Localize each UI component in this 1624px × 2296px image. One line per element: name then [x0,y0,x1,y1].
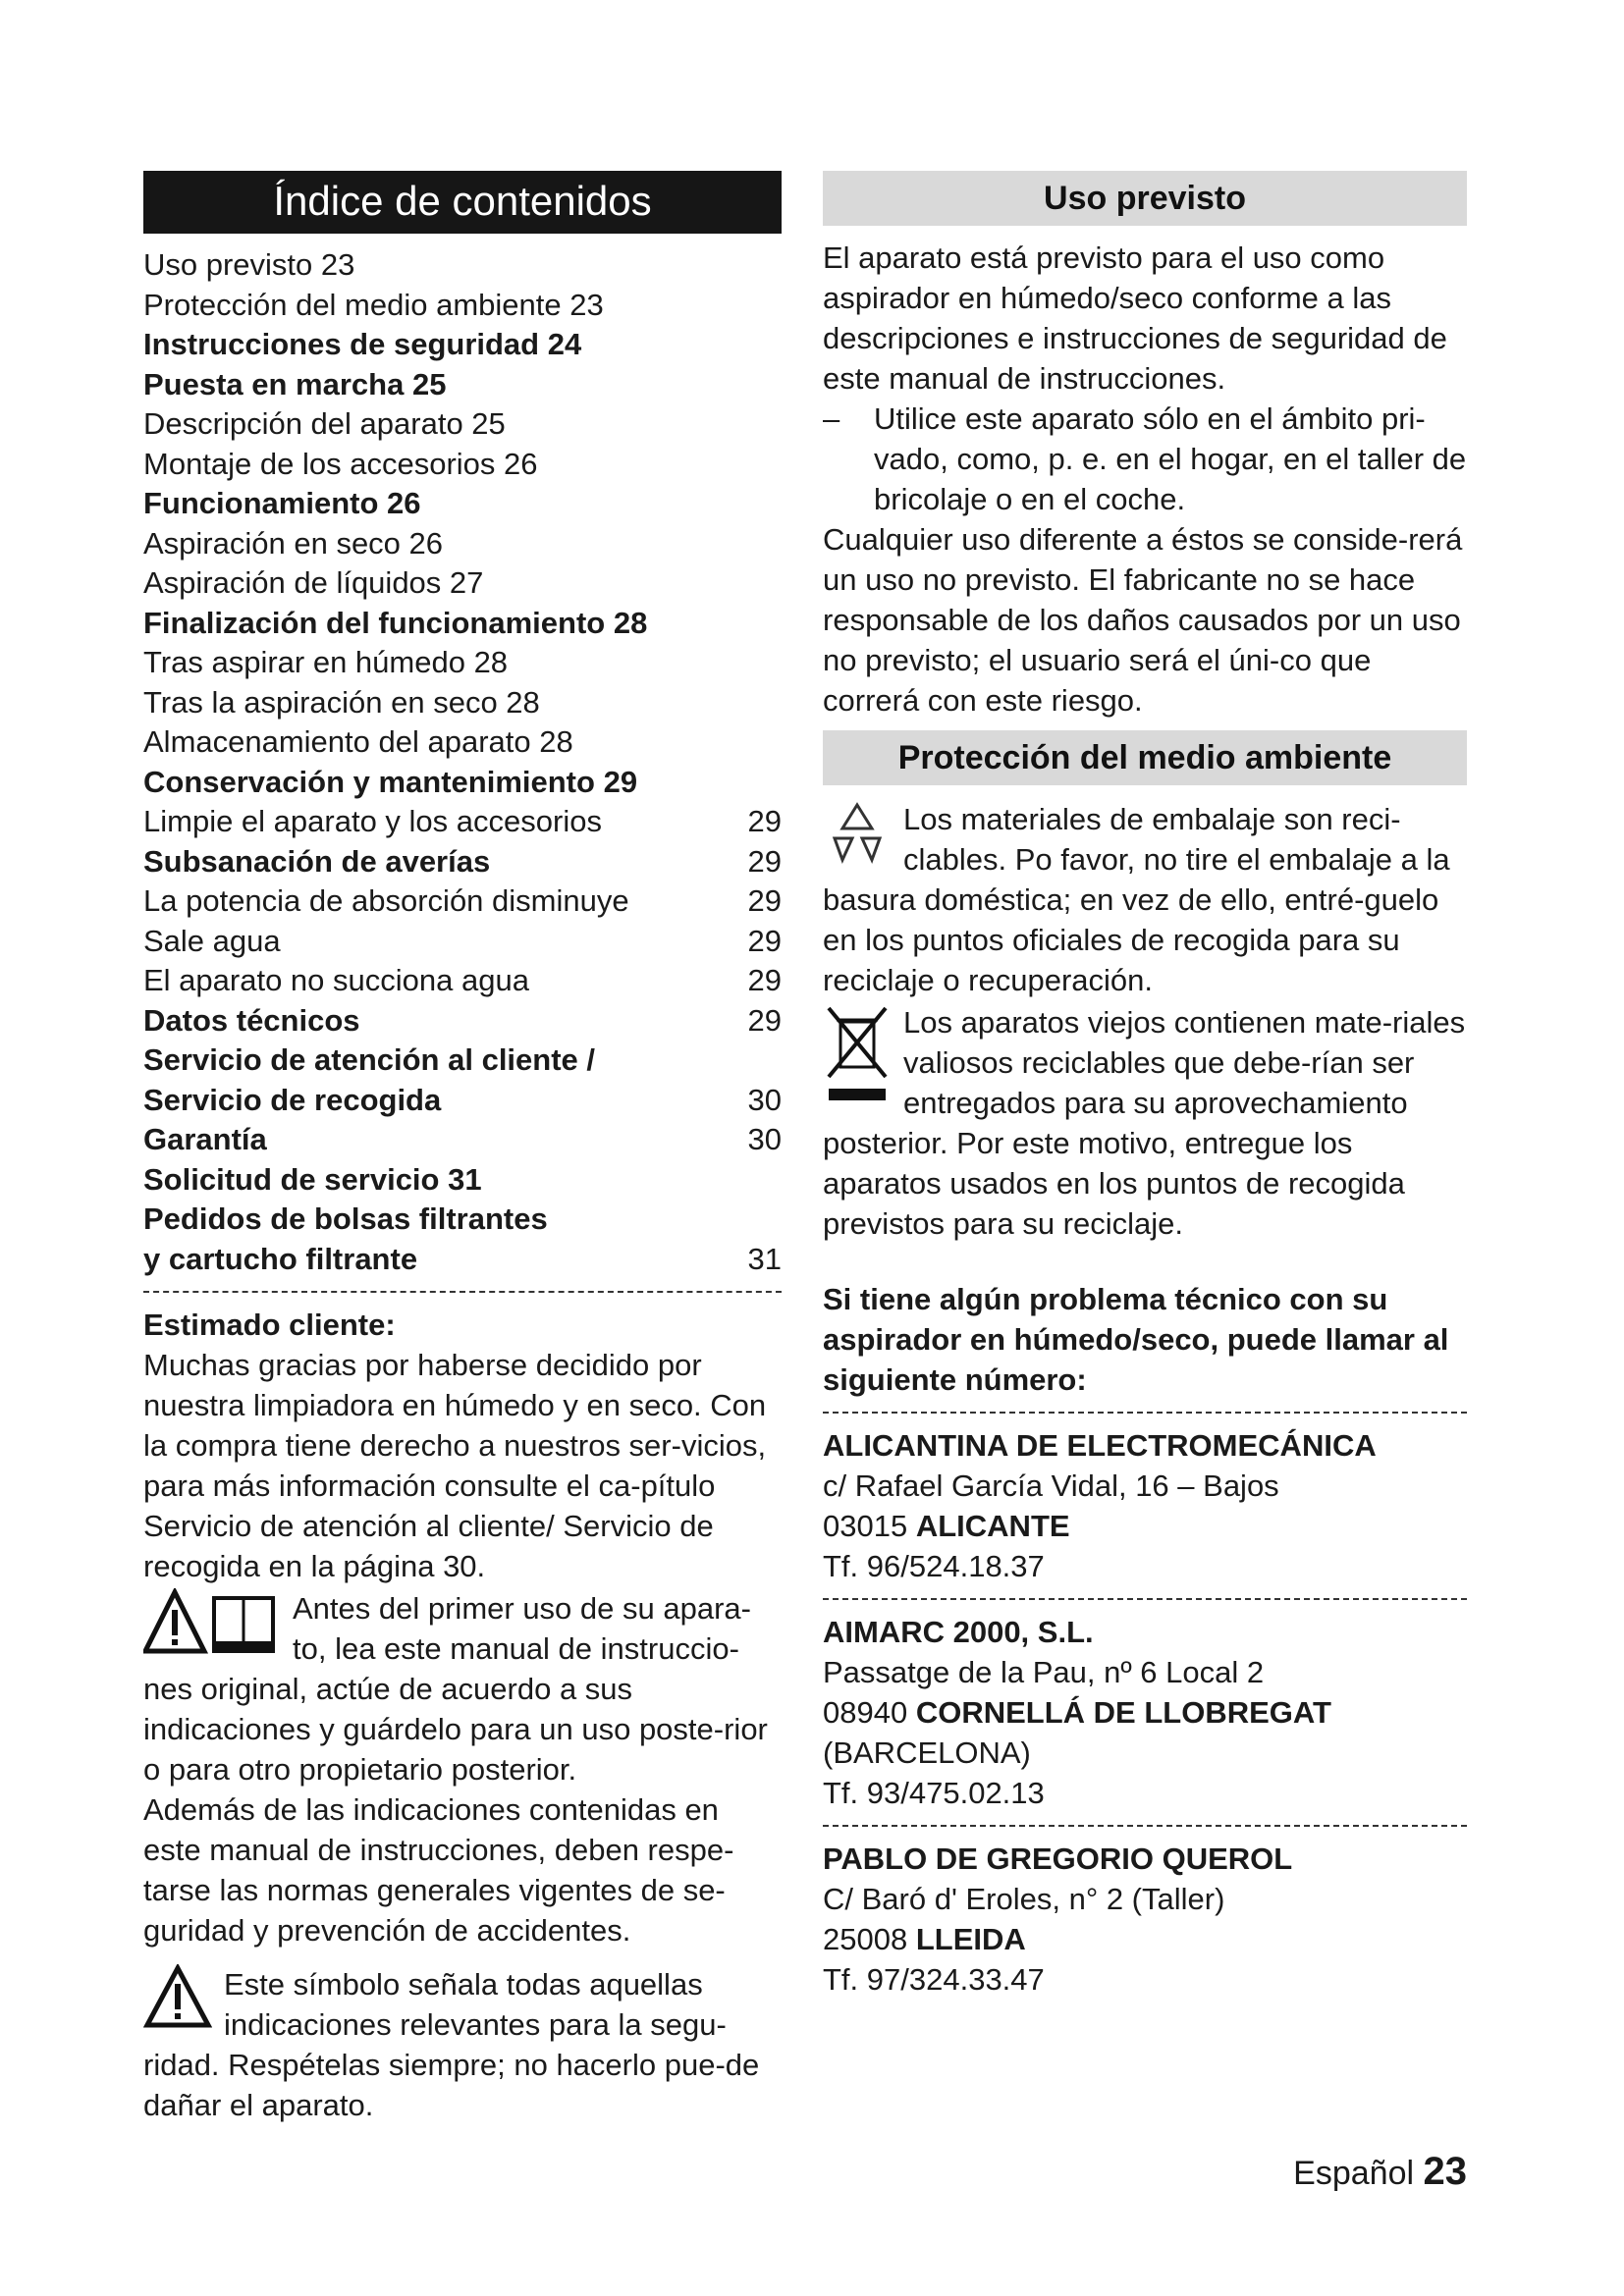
contact-address: C/ Baró d' Eroles, n° 2 (Taller) [823,1882,1225,1916]
toc-entry [143,524,782,564]
toc-entry-page [738,643,782,683]
toc-entry-page: 29 [747,923,782,958]
toc-entry-title: Tras aspirar en húmedo 28 [143,645,509,679]
toc-entry-page [738,404,782,445]
toc-entry-page: 29 [747,963,782,997]
toc-entry-page [738,722,782,763]
toc-entry [143,563,782,604]
toc-entry-title: Protección del medio ambiente 23 [143,287,604,322]
toc-entry-text [143,842,490,882]
toc-entry-title: Tras la aspiración en seco 28 [143,684,540,720]
toc-entry-text [143,1041,595,1081]
toc-entry-title: Puesta en marcha [143,366,405,401]
toc-entry [143,1041,782,1081]
contact-name: AIMARC 2000, S.L. [823,1615,1094,1649]
toc-entry-title: Almacenamiento del aparato 28 [143,724,573,759]
symbol-note [143,1964,782,2125]
toc-entry [143,842,782,882]
toc-entry [143,245,782,286]
toc-entry [143,1081,782,1121]
toc-entry-page [738,763,782,803]
toc-entry-page [738,604,782,644]
manual-note-text: Antes del primer uso de su apara-to, lea este manual de instruccio-nes original, actúe de acuerdo a sus indicaciones y guárdelo para un uso poste-rior o para otro propietario posterior. [143,1591,768,1787]
toc-entry-page: 29 [747,843,782,879]
toc-entry-inline-page: 25 [411,366,447,401]
toc-entry-text [143,881,629,922]
toc-entry [143,763,782,803]
toc-entry-title: Servicio de atención al cliente / [143,1042,596,1077]
toc-entry-inline-page: 29 [603,764,638,799]
intended-use-text: El aparato está previsto para el uso como aspirador en húmedo/seco conforme a las descripciones e instrucciones de seguridad de este manual de instrucciones. [823,240,1447,396]
toc-entry-text [143,722,573,763]
toc-entry-text [143,484,421,524]
toc-entry-text [143,286,604,326]
toc-entry-page: 30 [747,1082,782,1117]
toc-entry [143,922,782,962]
left-column [143,171,782,2125]
toc-entry-text [143,604,647,644]
toc-entry-title: Funcionamiento [143,486,379,520]
toc-entry-page: 29 [747,1002,782,1038]
toc-entry-page: 29 [747,883,782,918]
toc-entry [143,484,782,524]
toc-entry-title: Servicio de recogida [143,1082,442,1117]
contact-city: LLEIDA [915,1922,1026,1956]
toc-entry [143,286,782,326]
toc-entry-page [738,325,782,365]
toc-entry-page [738,365,782,405]
toc-entry-page [738,484,782,524]
toc-entry-text [143,1200,548,1240]
toc-entry-page: 31 [747,1241,782,1276]
greeting: Estimado cliente: [143,1308,396,1342]
contact-city: CORNELLÁ DE LLOBREGAT [915,1695,1331,1730]
contact-phone: Tf. 96/524.18.37 [823,1549,1045,1583]
toc-entry [143,404,782,445]
toc-entry-text [143,802,602,842]
toc-entry-title: Pedidos de bolsas filtrantes [143,1201,548,1236]
toc-entry-title: El aparato no succiona agua [143,963,529,997]
toc-entry-text [143,1160,482,1201]
toc-entry-title: Limpie el aparato y los accesorios [143,804,602,838]
recycle-note-text: Los materiales de embalaje son reci-clables. Po favor, no tire el embalaje a la basura doméstica; en vez de ello, entré-guelo en los puntos oficiales de recogida para su reciclaje o recuperación. [823,802,1450,997]
intended-use-title: Uso previsto [823,171,1467,226]
bullet-dash: – [823,401,840,436]
toc-entry-page [738,1160,782,1201]
contact-phone: Tf. 93/475.02.13 [823,1776,1045,1810]
contact-entry [823,1425,1467,1586]
toc-entry-text [143,445,538,485]
intended-use-text-2: Cualquier uso diferente a éstos se conside-rerá un uso no previsto. El fabricante no se hace responsable de los daños causados por un uso no previsto; el usuario será el úni-co que correrá con este riesgo. [823,522,1463,718]
contact-entry [823,1612,1467,1813]
contact-name: PABLO DE GREGORIO QUEROL [823,1842,1293,1876]
toc-entry-text [143,643,508,683]
toc-entry-title: Instrucciones de seguridad [143,327,540,361]
toc-entry-title: Finalización del funcionamiento [143,605,606,640]
toc-entry [143,961,782,1001]
toc-entry [143,1120,782,1160]
toc-entry-title: Descripción del aparato 25 [143,406,506,441]
toc-entry [143,722,782,763]
toc-entry-title: Aspiración en seco 26 [143,525,444,561]
recycle-icon [823,799,892,868]
contact-address: c/ Rafael García Vidal, 16 – Bajos [823,1468,1279,1503]
toc-entry-inline-page: 26 [387,486,421,520]
toc-entry [143,683,782,723]
toc-entry-page [738,683,782,723]
environment-title: Protección del medio ambiente [823,730,1467,785]
contact-zip: 25008 [823,1922,908,1956]
weee-note-text: Los aparatos viejos contienen mate-riales valiosos reciclables que debe-rían ser entregados para su aprovechamiento posterior. Por este motivo, entregue los aparatos usados en los puntos de recogida previstos para su reciclaje. [823,1005,1466,1241]
weee-note [823,1002,1467,1244]
safety-note: Además de las indicaciones contenidas en este manual de instrucciones, deben respe-tarse las normas generales vigentes de se-guridad y prevención de accidentes. [143,1792,734,1948]
contact-address: Passatge de la Pau, nº 6 Local 2 [823,1655,1265,1689]
contact-zip: 03015 [823,1509,908,1543]
contact-phone: Tf. 97/324.33.47 [823,1962,1045,1997]
toc-entry-page [738,563,782,604]
toc-entry-text [143,1120,267,1160]
warning-read-manual-icon [143,1588,281,1657]
divider [823,1412,1467,1414]
crossed-bin-icon [823,1002,892,1110]
intended-use-bullet [823,399,1467,519]
bullet-text: Utilice este aparato sólo en el ámbito pri-vado, como, p. e. en el hogar, en el taller de bricolaje o en el coche. [874,401,1467,516]
toc-entry-inline-page: 28 [613,605,648,640]
toc-entry-text [143,961,529,1001]
toc-entry-text [143,404,506,445]
toc-entry-page [738,286,782,326]
contact-city-line [823,1919,1467,1959]
manual-note [143,1588,782,1789]
support-heading: Si tiene algún problema técnico con su aspirador en húmedo/seco, puede llamar al siguiente número: [823,1282,1449,1397]
toc-entry-page [738,445,782,485]
toc-entry-title: Aspiración de líquidos 27 [143,565,484,600]
toc-entry-title: Garantía [143,1122,267,1156]
page-footer [1293,2150,1467,2194]
toc-entry-text [143,1240,417,1280]
toc-entry-text [143,1081,441,1121]
toc-entry [143,1160,782,1201]
toc-entry-text [143,524,443,564]
page-number: 23 [1423,2150,1467,2193]
toc-entry-title: Conservación y mantenimiento [143,764,595,799]
toc-entry [143,881,782,922]
toc-entry-inline-page: 24 [547,327,582,361]
toc-entry [143,1200,782,1240]
toc-entry-title: Solicitud de servicio [143,1161,440,1197]
contact-name: ALICANTINA DE ELECTROMECÁNICA [823,1428,1377,1463]
toc-entry-title: Uso previsto 23 [143,247,355,282]
toc-entry [143,1001,782,1041]
toc-entry [143,325,782,365]
right-column [823,171,1467,2000]
toc-entry-text [143,245,354,286]
contact-list [823,1412,1467,2000]
contact-zip: 08940 [823,1695,908,1730]
toc-entry-page: 29 [747,804,782,838]
toc-entry-title: Montaje de los accesorios 26 [143,446,538,481]
toc-entry-title: Datos técnicos [143,1002,360,1038]
toc-entry-title: y cartucho filtrante [143,1241,418,1276]
divider [823,1598,1467,1600]
toc-entry [143,365,782,405]
toc-entry-title: La potencia de absorción disminuye [143,883,629,918]
warning-icon [143,1964,212,2029]
toc-title: Índice de contenidos [143,171,782,234]
toc-entry-page [738,524,782,564]
toc-entry-page: 30 [747,1122,782,1156]
toc-entry-text [143,365,446,405]
toc-entry-inline-page: 31 [448,1161,482,1197]
toc-entry-title: Subsanación de averías [143,843,491,879]
toc-entry-text [143,1001,360,1041]
toc-entry [143,445,782,485]
toc-entry [143,1240,782,1280]
contact-city-line [823,1692,1467,1733]
contact-region: (BARCELONA) [823,1735,1031,1770]
toc-entry-text [143,763,637,803]
contact-city-line [823,1506,1467,1546]
toc-entry-page [738,245,782,286]
toc-entry [143,643,782,683]
toc-entry-page [738,1041,782,1081]
toc-entry-title: Sale agua [143,923,281,958]
recycle-note [823,799,1467,1000]
toc-entry [143,802,782,842]
footer-language: Español [1293,2155,1415,2192]
divider [823,1825,1467,1827]
intro-text: Muchas gracias por haberse decidido por nuestra limpiadora en húmedo y en seco. Con la compra tiene derecho a nuestros ser-vicios, para más información consulte el ca-pítulo Servicio de atención al cliente/ Servicio de recogida en la página 30. [143,1348,767,1583]
contact-city: ALICANTE [915,1509,1070,1543]
toc-entry-text [143,563,483,604]
toc-entry-text [143,325,581,365]
toc-entry [143,604,782,644]
toc-entry-text [143,922,281,962]
toc-entry-page [738,1200,782,1240]
table-of-contents [143,245,782,1279]
divider [143,1291,782,1293]
contact-entry [823,1839,1467,2000]
toc-entry-text [143,683,540,723]
symbol-note-text: Este símbolo señala todas aquellas indicaciones relevantes para la segu-ridad. Respételas siempre; no hacerlo pue-de dañar el aparato. [143,1967,760,2122]
